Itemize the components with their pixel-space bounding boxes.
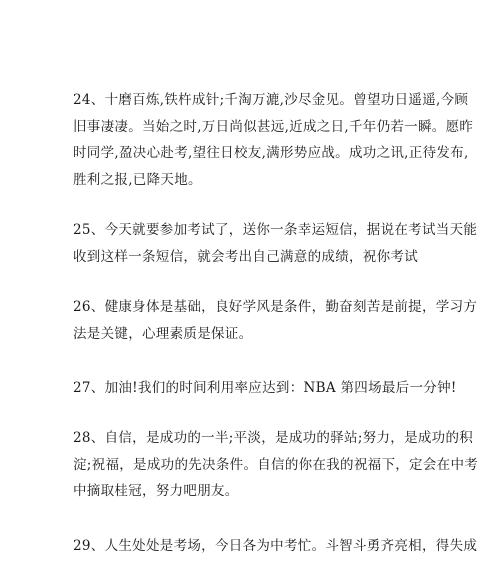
paragraph-29 (73, 533, 478, 560)
paragraph-28 (73, 425, 479, 505)
paragraph-line: 旧事凄凄。当始之时,万日尚似甚远,近成之日,千年仍若一瞬。愿昨 (73, 118, 474, 135)
paragraph-line: 胜利之报,已降天地。 (73, 171, 202, 188)
paragraph-line: 28、自信，是成功的一半;平淡，是成功的驿站;努力，是成功的积 (73, 430, 474, 446)
paragraph-25 (73, 217, 478, 270)
paragraph-26 (73, 294, 478, 347)
paragraph-line: 27、加油!我们的时间利用率应达到：NBA 第四场最后一分钟! (73, 380, 457, 396)
paragraph-line: 中摘取桂冠，努力吧朋友。 (73, 483, 239, 499)
paragraph-line: 时同学,盈决心赴考,望往日校友,满形势应战。成功之讯,正待发布, (73, 145, 469, 161)
paragraph-line: 26、健康身体是基础，良好学风是条件，勤奋刻苦是前提，学习方 (73, 299, 478, 315)
paragraph-line: 25、今天就要参加考试了，送你一条幸运短信，据说在考试当天能 (73, 222, 478, 238)
paragraph-line: 29、人生处处是考场，今日各为中考忙。斗智斗勇齐亮相，得失成 (73, 538, 478, 554)
paragraph-line: 24、十磨百炼,铁杵成针;千淘万漉,沙尽金见。曾望功日遥遥,今顾 (73, 92, 469, 108)
paragraph-line: 收到这样一条短信，就会考出自己满意的成绩，祝你考试 (73, 248, 418, 265)
paragraph-24 (73, 87, 474, 193)
paragraph-line: 法是关键，心理素质是保证。 (73, 325, 253, 342)
paragraph-line: 淀;祝福，是成功的先决条件。自信的你在我的祝福下，定会在中考 (73, 456, 479, 473)
paragraph-27 (73, 375, 457, 402)
